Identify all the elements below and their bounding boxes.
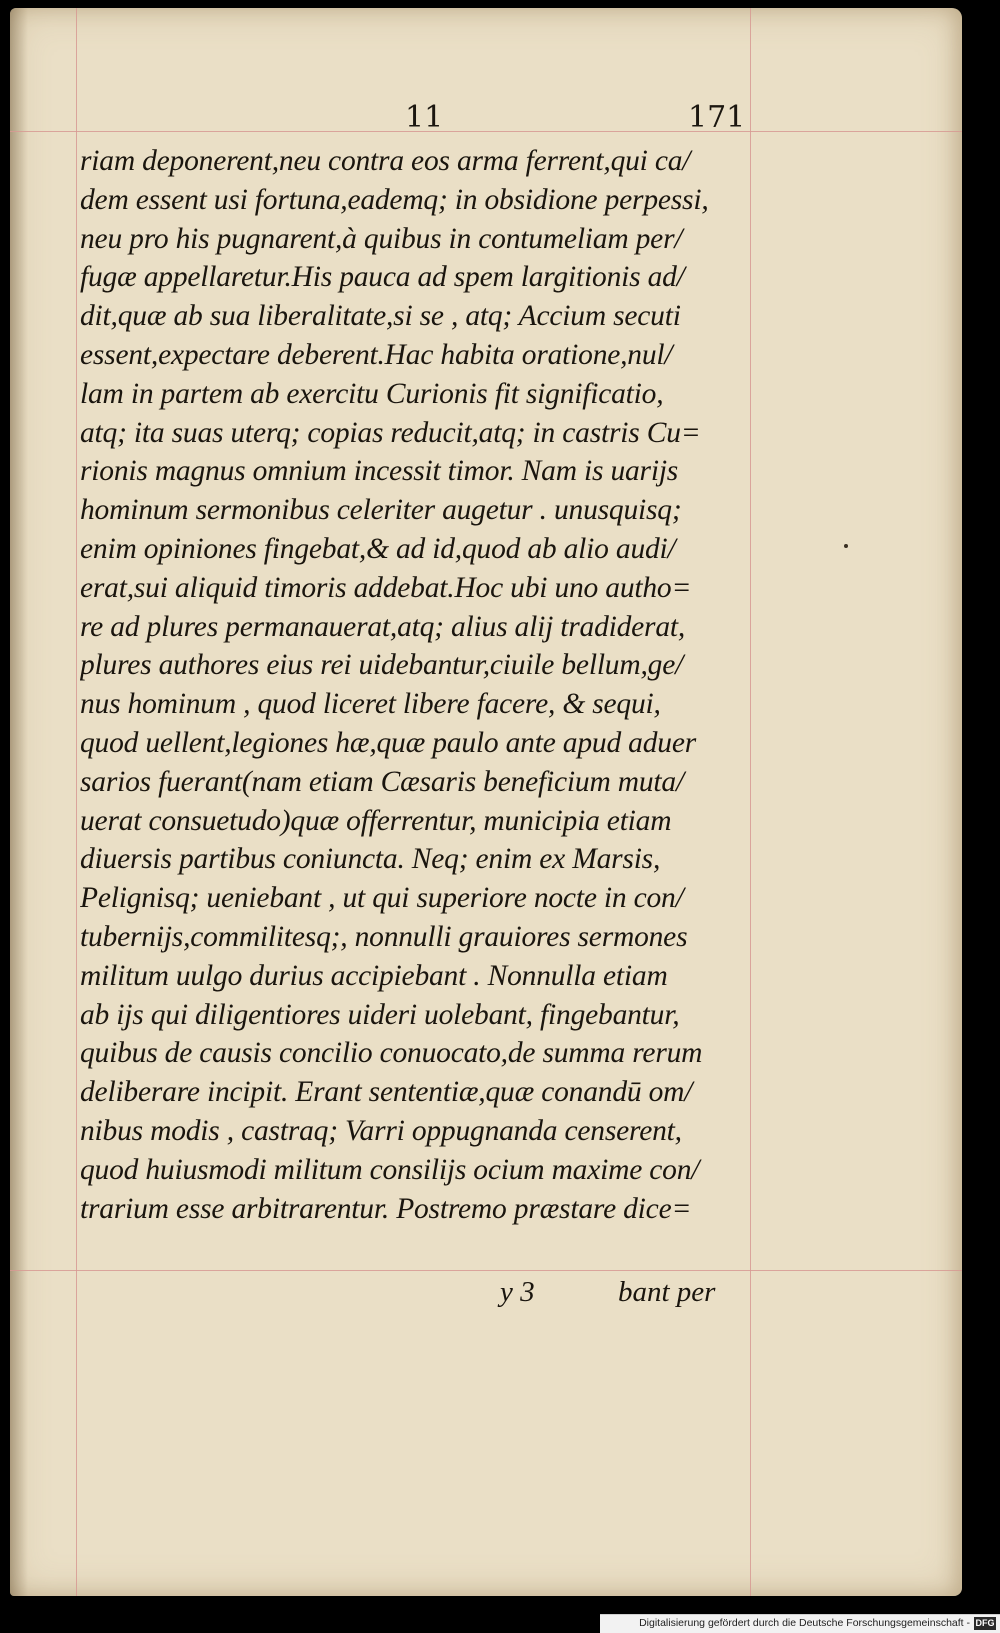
text-line: rionis magnus omnium incessit timor. Nam is uarijs [80,455,679,488]
dfg-logo: DFG [975,1618,995,1628]
text-line: dem essent usi fortuna,eademq; in obsidione perpessi, [80,183,709,216]
text-line: uerat consuetudo)quæ offerrentur, municipia etiam [80,804,672,837]
text-line: deliberare incipit. Erant sententiæ,quæ conandū om/ [80,1076,693,1109]
text-line: ab ijs qui diligentiores uideri uolebant, fingebantur, [80,998,680,1031]
text-line: sarios fuerant(nam etiam Cæsaris beneficium muta/ [80,765,684,798]
folio-number: 171 [688,100,746,135]
text-line: fugæ appellaretur.His pauca ad spem largitionis ad/ [80,261,685,294]
text-line: quod uellent,legiones hæ,quæ paulo ante apud aduer [80,726,696,759]
body-text [80,142,770,1228]
text-line: erat,sui aliquid timoris addebat.Hoc ubi uno autho= [80,571,692,604]
text-line: quod huiusmodi militum consilijs ocium maxime con/ [80,1153,700,1186]
text-line: hominum sermonibus celeriter augetur . unusquisq; [80,494,682,527]
text-line: lam in partem ab exercitu Curionis fit significatio, [80,377,664,410]
text-line: nibus modis , castraq; Varri oppugnanda censerent, [80,1114,682,1147]
text-line: Pelignisq; ueniebant , ut qui superiore nocte in con/ [80,882,684,915]
text-line: militum uulgo durius accipiebant . Nonnulla etiam [80,959,668,992]
ink-speck [844,544,848,548]
left-margin-rule [76,8,77,1596]
text-line: enim opiniones fingebat,& ad id,quod ab alio audi/ [80,532,676,565]
folio-left: 11 [405,100,444,135]
text-line: neu pro his pugnarent,à quibus in contumeliam per/ [80,222,683,255]
gutter-shadow [10,8,28,1596]
book-page [10,8,962,1596]
text-line: nus hominum , quod liceret libere facere, & sequi, [80,688,661,721]
page-header [10,100,962,140]
text-line: quibus de causis concilio conuocato,de summa rerum [80,1037,703,1070]
funding-credit: Digitalisierung gefördert durch die Deutsche Forschungsgemeinschaft - [639,1617,970,1629]
credit-bar [600,1614,1000,1633]
text-line: plures authores eius rei uidebantur,ciuile bellum,ge/ [80,649,684,682]
text-line: re ad plures permanauerat,atq; alius alij tradiderat, [80,610,686,643]
text-line: riam deponerent,neu contra eos arma ferrent,qui ca/ [80,145,691,177]
text-line: dit,quæ ab sua liberalitate,si se , atq; Accium secuti [80,300,681,333]
text-line: essent,expectare deberent.Hac habita oratione,nul/ [80,338,673,371]
page-footer [10,1276,962,1316]
text-line: tubernijs,commilitesq;, nonnulli grauiores sermones [80,920,688,953]
signature-mark: y 3 [500,1276,535,1308]
text-line: diuersis partibus coniuncta. Neq; enim ex Marsis, [80,843,661,876]
text-line: trarium esse arbitrarentur. Postremo præstare dice= [80,1192,692,1225]
text-line: atq; ita suas uterq; copias reducit,atq; in castris Cu= [80,416,701,449]
footer-rule [10,1270,962,1271]
catchword: bant per [618,1276,716,1308]
